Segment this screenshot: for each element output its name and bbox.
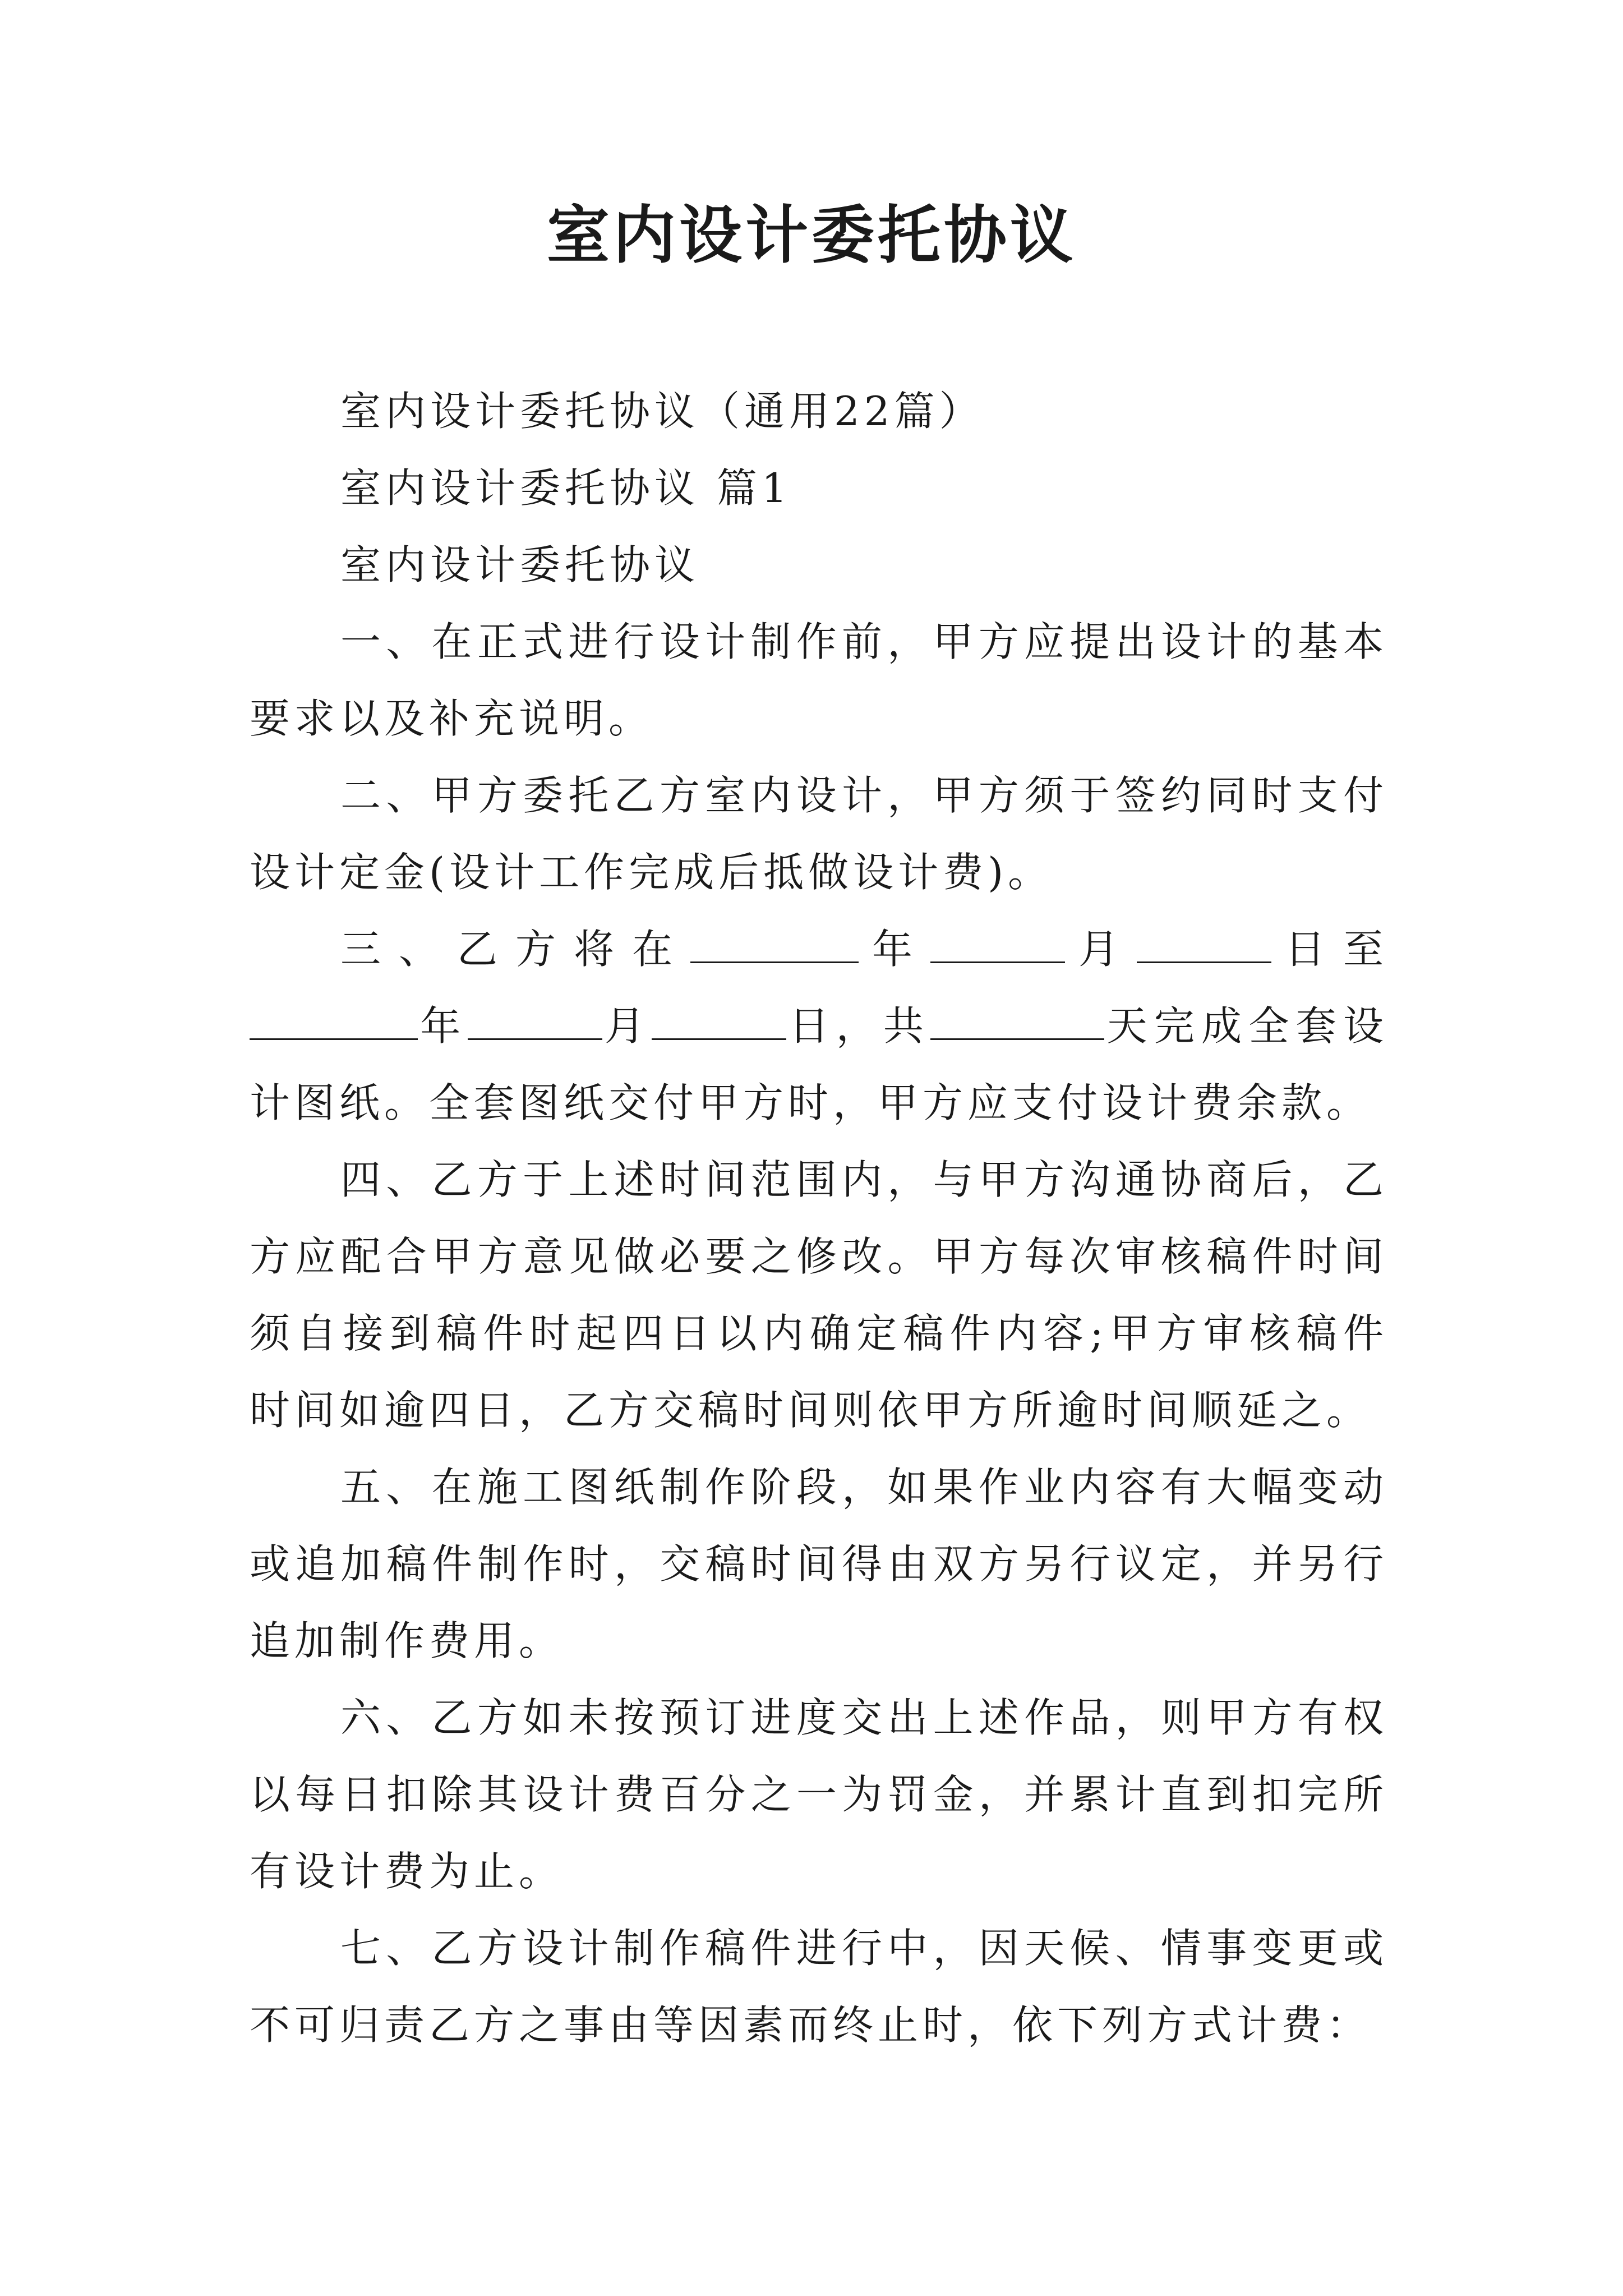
blank-start-year[interactable]	[690, 929, 859, 963]
blank-end-day[interactable]	[652, 1006, 786, 1040]
clause-2: 二、甲方委托乙方室内设计，甲方须于签约同时支付设计定金(设计工作完成后抵做设计费)。	[250, 772, 1388, 896]
clause-3-month1: 月	[1064, 926, 1137, 973]
clause-3-part1: 三、乙方将在	[340, 926, 690, 973]
clause-6: 六、乙方如未按预订进度交出上述作品，则甲方有权以每日扣除其设计费百分之一为罚金，并累计直到扣完所有设计费为止。	[250, 1694, 1388, 1895]
document-title: 室内设计委托协议	[547, 199, 1076, 272]
blank-total-days[interactable]	[930, 1006, 1104, 1040]
section-heading: 室内设计委托协议 篇1	[340, 464, 792, 512]
clause-3-month2: 月	[602, 1002, 652, 1050]
clause-3	[250, 911, 1388, 1142]
clause-3-rest: 天完成全套设计图纸。全套图纸交付甲方时，甲方应支付设计费余款。	[250, 1002, 1388, 1126]
agreement-heading: 室内设计委托协议	[340, 541, 700, 588]
clause-3-day-to: 日至	[1271, 926, 1388, 973]
blank-end-month[interactable]	[468, 1006, 602, 1040]
document-subtitle: 室内设计委托协议（通用22篇）	[340, 388, 984, 435]
blank-start-day[interactable]	[1137, 929, 1271, 963]
clause-7: 七、乙方设计制作稿件进行中，因天候、情事变更或不可归责乙方之事由等因素而终止时，依下列方式计费：	[250, 1925, 1388, 2049]
clause-3-year2: 年	[418, 1002, 468, 1050]
clause-4: 四、乙方于上述时间范围内，与甲方沟通协商后，乙方应配合甲方意见做必要之修改。甲方每次审核稿件时间须自接到稿件时起四日以内确定稿件内容;甲方审核稿件时间如逾四日，乙方交稿时间则依甲方所逾时间顺延之。	[250, 1156, 1388, 1434]
document-body	[250, 373, 1388, 2064]
blank-start-month[interactable]	[930, 929, 1065, 963]
blank-end-year[interactable]	[250, 1006, 418, 1040]
clause-5: 五、在施工图纸制作阶段，如果作业内容有大幅变动或追加稿件制作时，交稿时间得由双方另行议定，并另行追加制作费用。	[250, 1464, 1388, 1664]
clause-3-year1: 年	[858, 926, 930, 973]
clause-3-day-total: 日，共	[786, 1002, 931, 1050]
clause-1: 一、在正式进行设计制作前，甲方应提出设计的基本要求以及补充说明。	[250, 618, 1388, 742]
